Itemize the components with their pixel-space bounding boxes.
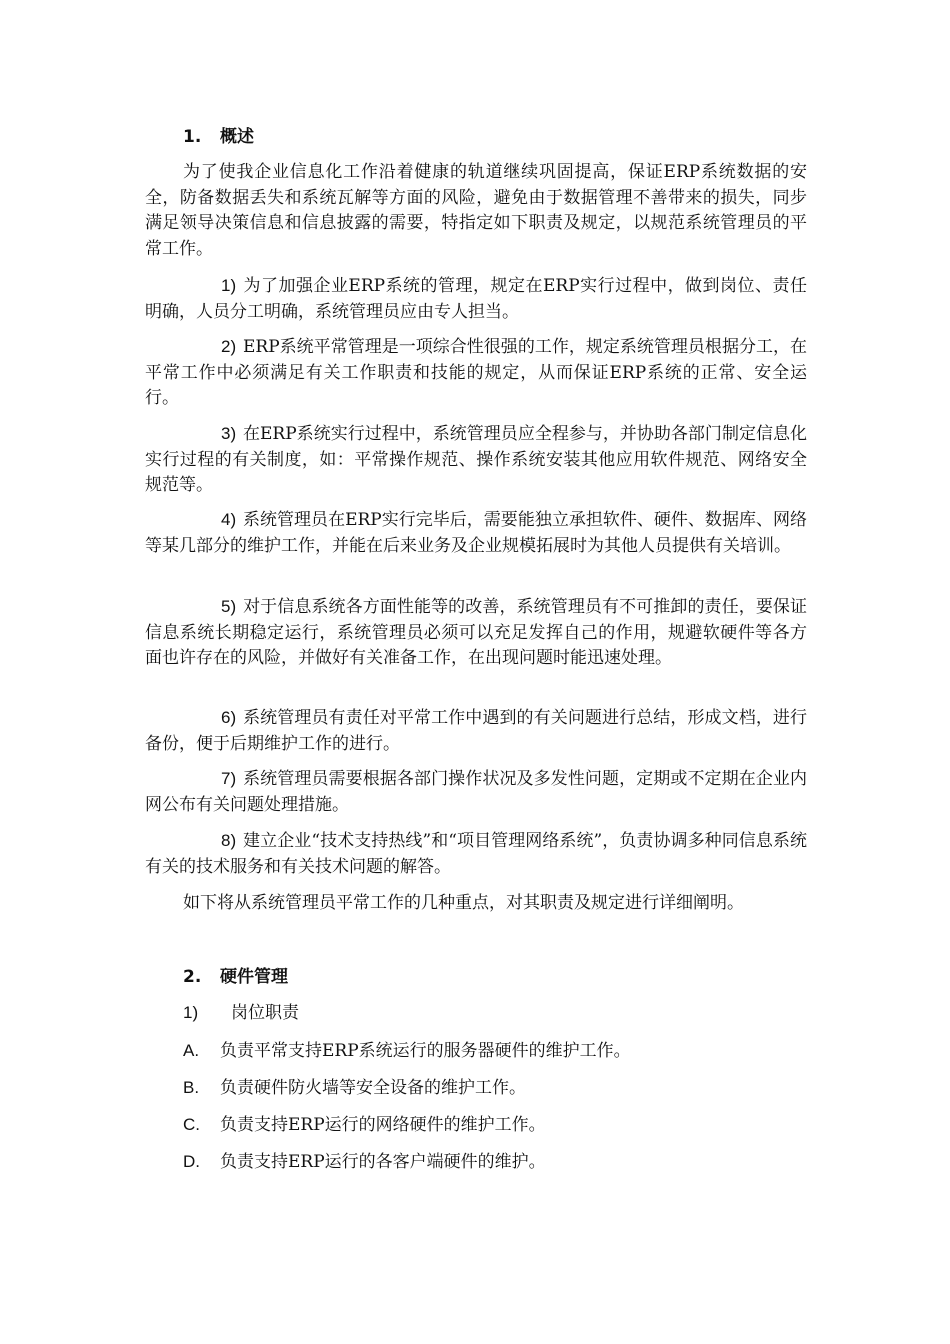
item-text: 负责平常支持ERP系统运行的服务器硬件的维护工作。 bbox=[220, 1041, 631, 1061]
list-item bbox=[145, 334, 807, 412]
item-number: 4) bbox=[221, 510, 237, 529]
item-text: 系统管理员有责任对平常工作中遇到的有关问题进行总结，形成文档，进行备份，便于后期维护工作的进行。 bbox=[145, 708, 807, 754]
sub-heading bbox=[183, 1001, 299, 1025]
item-number: 1) bbox=[221, 276, 237, 295]
item-text: 为了加强企业ERP系统的管理，规定在ERP实行过程中，做到岗位、责任明确，人员分工明确，系统管理员应由专人担当。 bbox=[145, 276, 807, 322]
list-item bbox=[145, 507, 807, 559]
item-number: 3) bbox=[221, 424, 237, 443]
section-2-heading bbox=[183, 965, 288, 989]
list-item bbox=[145, 273, 807, 325]
item-text: 对于信息系统各方面性能等的改善，系统管理员有不可推卸的责任，要保证信息系统长期稳定运行，系统管理员必须可以充足发挥自己的作用，规避软硬件等各方面也许存在的风险，并做好有关准备工作，在出现问题时能迅速处理。 bbox=[145, 597, 807, 668]
item-number: 2) bbox=[221, 337, 237, 356]
duty-item bbox=[183, 1039, 631, 1063]
item-number: 5) bbox=[221, 597, 237, 616]
item-number: 1) bbox=[183, 1003, 199, 1022]
duty-item bbox=[183, 1113, 546, 1137]
sub-heading-text: 岗位职责 bbox=[231, 1003, 299, 1023]
item-text: ERP系统平常管理是一项综合性很强的工作，规定系统管理员根据分工，在平常工作中必须满足有关工作职责和技能的规定，从而保证ERP系统的正常、安全运行。 bbox=[145, 337, 807, 408]
duty-item bbox=[183, 1150, 546, 1174]
item-number: 8) bbox=[221, 831, 237, 850]
item-letter: C. bbox=[183, 1115, 200, 1134]
item-text: 负责硬件防火墙等安全设备的维护工作。 bbox=[220, 1078, 526, 1098]
closing-paragraph: 如下将从系统管理员平常工作的几种重点，对其职责及规定进行详细阐明。 bbox=[183, 893, 744, 913]
item-text: 系统管理员在ERP实行完毕后，需要能独立承担软件、硬件、数据库、网络等某几部分的维护工作，并能在后来业务及企业规模拓展时为其他人员提供有关培训。 bbox=[145, 510, 807, 556]
item-letter: B. bbox=[183, 1078, 200, 1097]
item-text: 负责支持ERP运行的网络硬件的维护工作。 bbox=[220, 1115, 546, 1135]
section-number: 1. bbox=[183, 127, 202, 147]
duty-item bbox=[183, 1076, 526, 1100]
item-letter: A. bbox=[183, 1041, 200, 1060]
list-item bbox=[145, 828, 807, 880]
list-item bbox=[145, 766, 807, 818]
list-item bbox=[145, 705, 807, 757]
item-letter: D. bbox=[183, 1152, 200, 1171]
intro-paragraph: 为了使我企业信息化工作沿着健康的轨道继续巩固提高，保证ERP系统数据的安全，防备数据丢失和系统瓦解等方面的风险，避免由于数据管理不善带来的损失，同步满足领导决策信息和信息披露的需要，特指定如下职责及规定，以规范系统管理员的平常工作。 bbox=[145, 162, 807, 259]
item-text: 建立企业“技术支持热线”和“项目管理网络系统”，负责协调多种同信息系统有关的技术服务和有关技术问题的解答。 bbox=[145, 831, 807, 877]
section-1-heading bbox=[183, 125, 254, 149]
section-title: 硬件管理 bbox=[220, 967, 288, 987]
list-item bbox=[145, 421, 807, 499]
item-text: 系统管理员需要根据各部门操作状况及多发性问题，定期或不定期在企业内网公布有关问题处理措施。 bbox=[145, 769, 807, 815]
item-text: 负责支持ERP运行的各客户端硬件的维护。 bbox=[220, 1152, 546, 1172]
section-number: 2. bbox=[183, 967, 202, 987]
list-item bbox=[145, 594, 807, 672]
section-title: 概述 bbox=[220, 127, 254, 147]
item-number: 7) bbox=[221, 769, 237, 788]
item-number: 6) bbox=[221, 708, 237, 727]
item-text: 在ERP系统实行过程中，系统管理员应全程参与，并协助各部门制定信息化实行过程的有关制度，如：平常操作规范、操作系统安装其他应用软件规范、网络安全规范等。 bbox=[145, 424, 807, 495]
